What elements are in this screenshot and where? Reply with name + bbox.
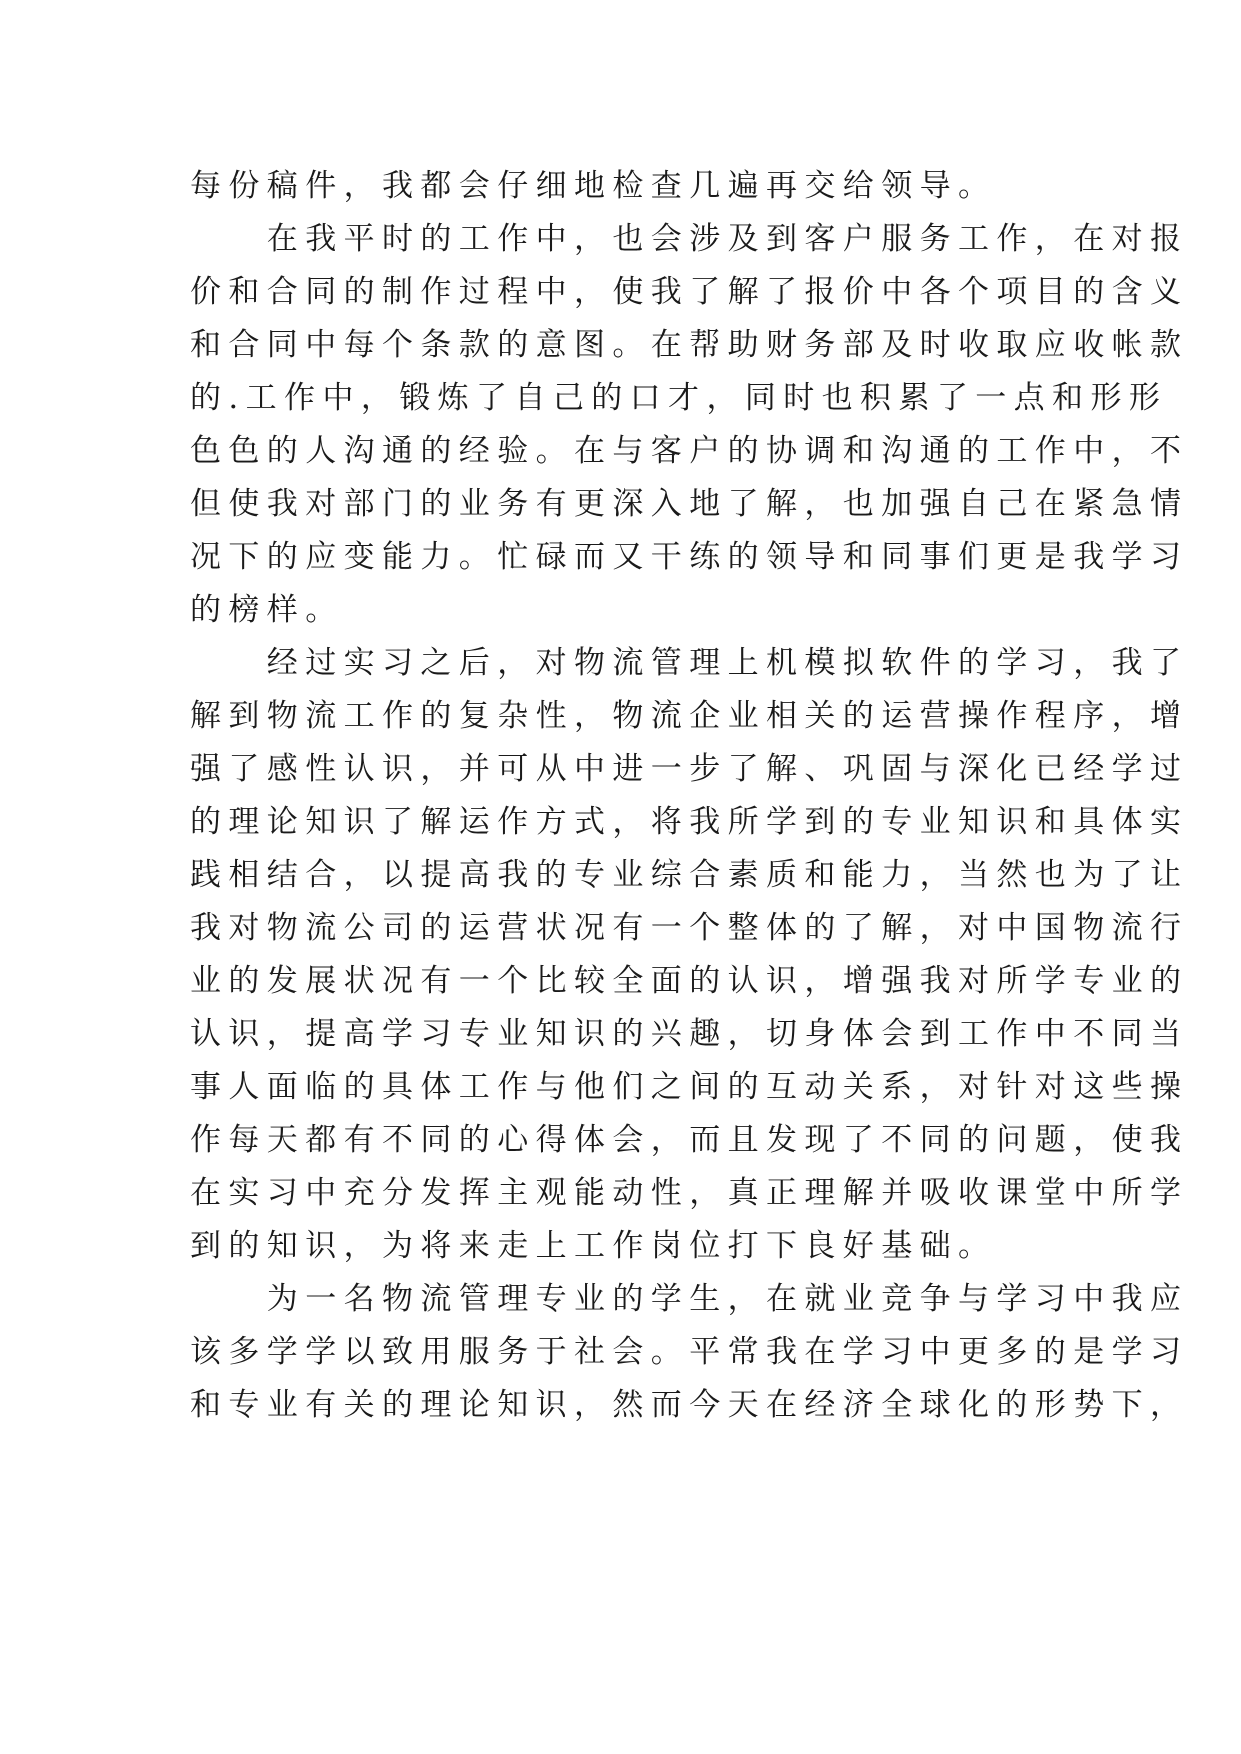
text-line: 事人面临的具体工作与他们之间的互动关系，对针对这些操 xyxy=(190,1069,1189,1105)
text-line: 业的发展状况有一个比较全面的认识，增强我对所学专业的 xyxy=(190,963,1189,999)
document-body xyxy=(190,160,1189,1432)
text-line: 和合同中每个条款的意图。在帮助财务部及时收取应收帐款 xyxy=(190,327,1189,363)
text-line: 况下的应变能力。忙碌而又干练的领导和同事们更是我学习 xyxy=(190,539,1189,575)
text-line: 的.工作中，锻炼了自己的口才，同时也积累了一点和形形 xyxy=(190,380,1168,416)
text-line: 在实习中充分发挥主观能动性，真正理解并吸收课堂中所学 xyxy=(190,1175,1189,1211)
text-line: 经过实习之后，对物流管理上机模拟软件的学习，我了 xyxy=(190,645,1189,681)
text-line: 和专业有关的理论知识，然而今天在经济全球化的形势下， xyxy=(190,1387,1189,1423)
text-line: 价和合同的制作过程中，使我了解了报价中各个项目的含义 xyxy=(190,274,1189,310)
text-line: 每份稿件，我都会仔细地检查几遍再交给领导。 xyxy=(190,168,997,204)
text-line: 作每天都有不同的心得体会，而且发现了不同的问题，使我 xyxy=(190,1122,1189,1158)
text-line: 解到物流工作的复杂性，物流企业相关的运营操作程序，增 xyxy=(190,698,1189,734)
text-line: 践相结合，以提高我的专业综合素质和能力，当然也为了让 xyxy=(190,857,1189,893)
text-line: 该多学学以致用服务于社会。平常我在学习中更多的是学习 xyxy=(190,1334,1189,1370)
text-line: 为一名物流管理专业的学生，在就业竞争与学习中我应 xyxy=(190,1281,1189,1317)
text-line: 的理论知识了解运作方式，将我所学到的专业知识和具体实 xyxy=(190,804,1189,840)
text-line: 认识，提高学习专业知识的兴趣，切身体会到工作中不同当 xyxy=(190,1016,1189,1052)
text-line: 强了感性认识，并可从中进一步了解、巩固与深化已经学过 xyxy=(190,751,1189,787)
text-line: 的榜样。 xyxy=(190,592,344,628)
text-line: 但使我对部门的业务有更深入地了解，也加强自己在紧急情 xyxy=(190,486,1189,522)
text-line: 在我平时的工作中，也会涉及到客户服务工作，在对报 xyxy=(190,221,1189,257)
text-line: 到的知识，为将来走上工作岗位打下良好基础。 xyxy=(190,1228,997,1264)
text-line: 我对物流公司的运营状况有一个整体的了解，对中国物流行 xyxy=(190,910,1189,946)
text-line: 色色的人沟通的经验。在与客户的协调和沟通的工作中，不 xyxy=(190,433,1189,469)
